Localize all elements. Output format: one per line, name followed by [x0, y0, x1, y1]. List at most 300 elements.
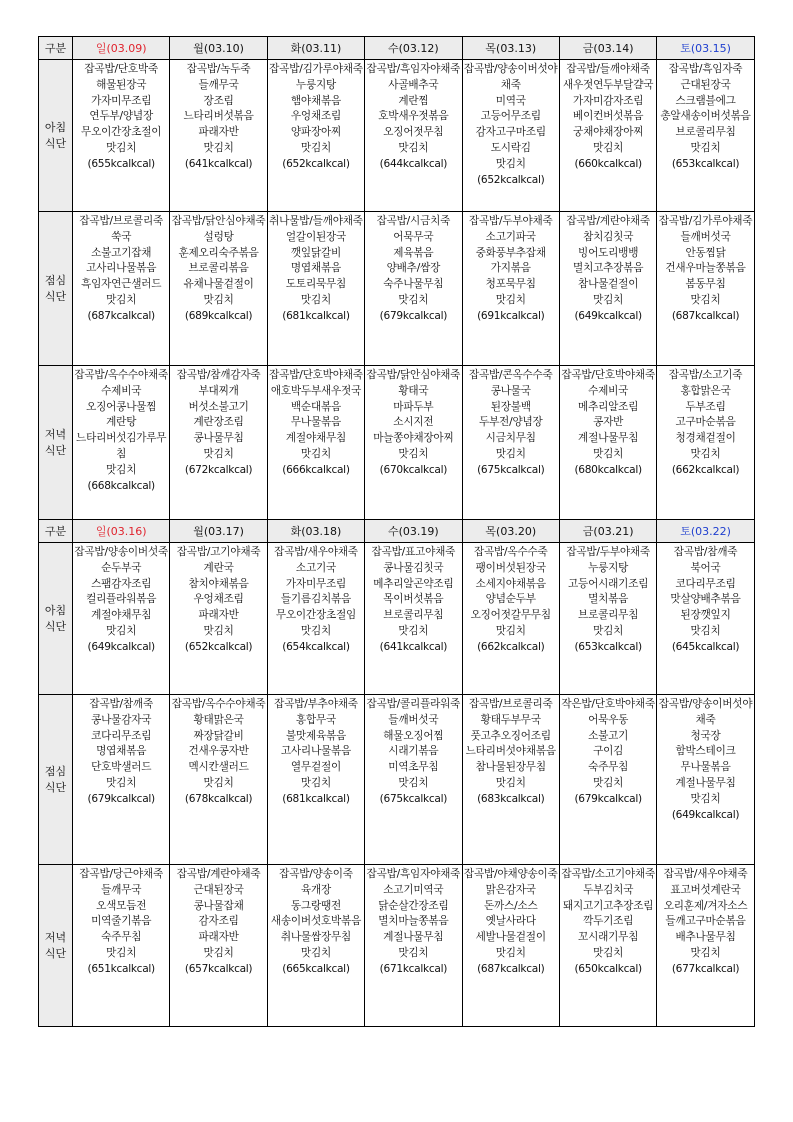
- calorie-value: (677kcalkcal): [671, 962, 740, 975]
- calorie-value: (671kcalkcal): [379, 962, 448, 975]
- menu-item: 콩자반: [593, 416, 624, 429]
- day-header: 목(03.13): [462, 37, 559, 60]
- menu-item: 짜장닭갈비: [193, 729, 244, 742]
- menu-item: 맛김치: [495, 157, 526, 170]
- lunch-row: [39, 212, 755, 366]
- menu-item: 시래기볶음: [388, 745, 439, 758]
- menu-item: 계란장조림: [193, 416, 244, 429]
- menu-item: 중화풍부추잡채: [475, 246, 546, 259]
- menu-item: 버섯소불고기: [188, 400, 249, 413]
- menu-item: 맛김치: [690, 447, 721, 460]
- meal-label-line: 식단: [44, 619, 67, 633]
- menu-item: 들깨버섯국: [680, 230, 731, 243]
- menu-item: 맛김치: [106, 141, 137, 154]
- menu-item: 맛김치: [300, 624, 332, 637]
- menu-item: 맛김치: [398, 293, 429, 306]
- menu-item: 제육볶음: [393, 246, 434, 259]
- menu-cell: [462, 543, 559, 695]
- menu-item: 닭순살간장조림: [378, 899, 449, 912]
- day-header: 수(03.19): [365, 520, 462, 543]
- menu-item: 열무겉절이: [290, 761, 342, 774]
- calorie-value: (679kcalkcal): [379, 309, 448, 322]
- menu-item: 들깨고구마순볶음: [665, 915, 746, 928]
- menu-item: 잡곡밥/닭안심야채죽: [366, 369, 461, 381]
- menu-item: 잡곡밥/양송이버섯야채죽: [463, 63, 558, 91]
- menu-item: 깍두기조림: [583, 915, 634, 928]
- menu-item: 오색모듬전: [96, 899, 147, 912]
- calorie-value: (653kcalkcal): [671, 157, 740, 170]
- menu-item: 맛김치: [495, 293, 526, 306]
- menu-item: 베이컨버섯볶음: [573, 110, 644, 123]
- menu-item: 안동찜닭: [685, 246, 726, 259]
- menu-item: 북어국: [690, 561, 721, 574]
- menu-cell: [559, 366, 656, 520]
- calorie-value: (683kcalkcal): [477, 792, 545, 805]
- menu-item: 목이버섯볶음: [383, 593, 444, 606]
- calorie-value: (649kcalkcal): [87, 640, 155, 653]
- day-header: 화(03.11): [267, 37, 364, 60]
- lunch-label: [39, 695, 73, 865]
- menu-item: 숙주무침: [588, 761, 629, 774]
- calorie-value: (665kcalkcal): [282, 962, 350, 975]
- menu-item: 무나물볶음: [290, 416, 342, 429]
- day-header: 수(03.12): [365, 37, 462, 60]
- menu-cell: [73, 543, 170, 695]
- menu-item: 옛날사라다: [485, 915, 536, 928]
- header-label: 구분: [39, 520, 73, 543]
- menu-item: 무오이간장초절임: [275, 609, 357, 622]
- menu-item: 맛김치: [398, 447, 429, 460]
- menu-item: 청경채겉절이: [675, 432, 736, 445]
- menu-item: 스팸감자조림: [91, 577, 152, 590]
- calorie-value: (672kcalkcal): [184, 463, 253, 476]
- menu-item: 가자미감자조림: [573, 94, 644, 107]
- menu-item: 맛김치: [106, 776, 137, 789]
- menu-item: 콩나물잡채: [193, 899, 244, 912]
- menu-item: 느타리버섯김가루무침: [76, 432, 167, 460]
- menu-item: 소불고기잡채: [91, 246, 152, 259]
- calorie-value: (687kcalkcal): [671, 309, 740, 322]
- menu-item: 근대된장국: [193, 883, 244, 896]
- menu-item: 맛김치: [495, 776, 526, 789]
- menu-item: 오리훈제/겨자소스: [663, 899, 748, 912]
- menu-item: 맛김치: [495, 946, 526, 959]
- menu-item: 잡곡밥/단호박야채죽: [269, 369, 363, 381]
- calorie-value: (652kcalkcal): [184, 640, 253, 653]
- menu-item: 청국장: [690, 729, 721, 742]
- day-header: 월(03.17): [170, 520, 267, 543]
- calorie-value: (679kcalkcal): [87, 792, 155, 805]
- calorie-value: (675kcalkcal): [379, 792, 448, 805]
- menu-item: 잡곡밥/닭안심야채죽: [171, 215, 266, 227]
- calorie-value: (660kcalkcal): [574, 157, 642, 170]
- menu-item: 느타리버섯야채볶음: [465, 745, 556, 758]
- menu-item: 가지볶음: [490, 262, 531, 275]
- menu-item: 꼬시래기무침: [578, 931, 639, 944]
- day-header: 토(03.22): [657, 520, 754, 543]
- calorie-value: (644kcalkcal): [379, 157, 448, 170]
- day-header: 목(03.20): [462, 520, 559, 543]
- menu-item: 우엉채조림: [290, 110, 342, 123]
- menu-item: 된장깻잎지: [680, 609, 731, 622]
- menu-item: 무나물볶음: [680, 761, 731, 774]
- meal-label-line: 식단: [44, 443, 67, 457]
- menu-item: 구이김: [593, 745, 624, 758]
- day-header: 일(03.09): [73, 37, 170, 60]
- menu-item: 맑은감자국: [485, 883, 536, 896]
- menu-item: 맛김치: [106, 946, 137, 959]
- calorie-value: (653kcalkcal): [574, 640, 642, 653]
- menu-item: 맛김치: [690, 946, 721, 959]
- menu-item: 설렁탕: [203, 230, 234, 243]
- menu-item: 맛김치: [300, 293, 332, 306]
- menu-item: 맛김치: [106, 624, 137, 637]
- menu-item: 계란국: [203, 561, 234, 574]
- menu-cell: [365, 543, 462, 695]
- menu-item: 멸치볶음: [588, 593, 629, 606]
- menu-item: 들기름김치볶음: [280, 593, 352, 606]
- header-row: [39, 37, 755, 60]
- meal-label-line: 저녁: [44, 427, 67, 441]
- day-header: 화(03.18): [267, 520, 364, 543]
- meal-label-line: 식단: [44, 780, 67, 794]
- menu-item: 고구마순볶음: [675, 416, 736, 429]
- breakfast-row: [39, 60, 755, 212]
- menu-item: 잡곡밥/흑임자야채죽: [366, 868, 461, 880]
- menu-item: 콩나물김칫국: [383, 561, 444, 574]
- menu-item: 들깨무국: [198, 78, 239, 91]
- menu-item: 잡곡밥/표고야채죽: [371, 546, 456, 558]
- menu-item: 잡곡밥/시금치죽: [376, 215, 451, 227]
- menu-item: 참치야채볶음: [188, 577, 249, 590]
- menu-item: 양배추/쌈장: [386, 262, 441, 275]
- menu-item: 흑임자연근샐러드: [81, 278, 162, 291]
- menu-item: 황태국: [398, 384, 429, 397]
- meal-label-line: 점심: [44, 273, 67, 287]
- menu-item: 스크램블에그: [675, 94, 736, 107]
- menu-item: 작은밥/단호박야채죽: [561, 698, 655, 710]
- menu-item: 총알새송이버섯볶음: [660, 110, 751, 123]
- menu-item: 맛김치: [300, 776, 332, 789]
- menu-item: 잡곡밥/고기야채죽: [176, 546, 261, 558]
- day-header: 금(03.14): [559, 37, 656, 60]
- menu-item: 새우젓연두부달걀국: [562, 78, 654, 91]
- menu-item: 잡곡밥/양송이버섯죽: [74, 546, 169, 558]
- menu-item: 육개장: [300, 883, 332, 896]
- menu-item: 맛김치: [203, 293, 234, 306]
- menu-item: 어묵무국: [393, 230, 434, 243]
- menu-item: 맛김치: [593, 447, 624, 460]
- menu-item: 잡곡밥/옥수수야채죽: [74, 369, 169, 381]
- menu-cell: [267, 212, 364, 366]
- menu-item: 맛김치: [106, 293, 137, 306]
- menu-cell: [462, 865, 559, 1027]
- menu-item: 잡곡밥/계란야채죽: [176, 868, 261, 880]
- menu-item: 참나물겉절이: [578, 278, 639, 291]
- menu-item: 파래자반: [198, 931, 239, 944]
- menu-item: 잡곡밥/흑임자죽: [668, 63, 743, 75]
- menu-item: 유채나물겉절이: [183, 278, 254, 291]
- menu-item: 가자미무조림: [285, 577, 347, 590]
- calorie-value: (681kcalkcal): [282, 309, 350, 322]
- menu-item: 들깨무국: [101, 883, 142, 896]
- menu-item: 빙어도리뱅뱅: [578, 246, 639, 259]
- calorie-value: (678kcalkcal): [184, 792, 253, 805]
- menu-item: 맛김치: [690, 792, 721, 805]
- menu-item: 동그랑땡전: [290, 899, 342, 912]
- menu-item: 소불고기: [588, 729, 629, 742]
- menu-item: 새송이버섯호박볶음: [270, 915, 362, 928]
- menu-item: 얼갈이된장국: [285, 230, 347, 243]
- menu-cell: [657, 543, 754, 695]
- menu-item: 팽이버섯된장국: [475, 561, 546, 574]
- menu-item: 오징어콩나물찜: [86, 400, 157, 413]
- menu-item: 잡곡밥/계란야채죽: [566, 215, 650, 227]
- menu-item: 계절나물무침: [383, 931, 444, 944]
- menu-item: 누룽지탕: [588, 561, 629, 574]
- menu-item: 느타리버섯볶음: [183, 110, 254, 123]
- menu-item: 브로콜리무침: [675, 126, 736, 139]
- menu-item: 맛김치: [203, 447, 234, 460]
- menu-item: 호박새우젓볶음: [378, 110, 449, 123]
- menu-cell: [267, 695, 364, 865]
- menu-item: 애호박두부새우젓국: [270, 384, 362, 397]
- menu-item: 감자고구마조림: [475, 126, 546, 139]
- week-table: [38, 36, 755, 520]
- menu-item: 맛김치: [300, 141, 332, 154]
- menu-item: 멸치고추장볶음: [573, 262, 644, 275]
- menu-cell: [267, 60, 364, 212]
- calorie-value: (645kcalkcal): [671, 640, 740, 653]
- menu-item: 불맛제육볶음: [285, 729, 347, 742]
- menu-cell: [559, 543, 656, 695]
- menu-item: 잡곡밥/흑임자야채죽: [366, 63, 461, 75]
- menu-item: 메추리알곤약조림: [373, 577, 454, 590]
- menu-item: 소시지전: [393, 416, 434, 429]
- menu-cell: [559, 695, 656, 865]
- menu-item: 훈제오리숙주볶음: [178, 246, 259, 259]
- menu-cell: [462, 212, 559, 366]
- menu-item: 양념순두부: [485, 593, 536, 606]
- menu-cell: [365, 366, 462, 520]
- menu-item: 소고기미역국: [383, 883, 444, 896]
- menu-item: 숙주무침: [101, 931, 142, 944]
- menu-item: 브로콜리무침: [383, 609, 444, 622]
- menu-item: 잡곡밥/단호박야채죽: [561, 369, 655, 381]
- menu-item: 마파두부: [393, 400, 434, 413]
- calorie-value: (657kcalkcal): [184, 962, 253, 975]
- menu-item: 계절야채무침: [285, 432, 347, 445]
- dinner-row: [39, 366, 755, 520]
- menu-item: 수제비국: [101, 384, 142, 397]
- menu-item: 맛김치: [398, 624, 429, 637]
- calorie-value: (650kcalkcal): [574, 962, 642, 975]
- menu-item: 맛김치: [593, 141, 624, 154]
- menu-cell: [559, 60, 656, 212]
- menu-item: 사골배추국: [388, 78, 439, 91]
- menu-item: 잡곡밥/들깨야채죽: [566, 63, 650, 75]
- menu-item: 잡곡밥/옥수수죽: [473, 546, 548, 558]
- menu-item: 숙주나물무침: [383, 278, 444, 291]
- menu-item: 홍합맑은국: [680, 384, 731, 397]
- meal-label-line: 식단: [44, 289, 67, 303]
- menu-item: 마늘쫑야채장아찌: [373, 432, 454, 445]
- menu-item: 배추나물무침: [675, 931, 736, 944]
- menu-item: 잡곡밥/참깨감자죽: [176, 369, 261, 381]
- menu-item: 우엉채조림: [193, 593, 244, 606]
- menu-item: 컬리플라워볶음: [86, 593, 157, 606]
- calorie-value: (681kcalkcal): [282, 792, 350, 805]
- menu-cell: [73, 212, 170, 366]
- menu-item: 참나물된장무침: [475, 761, 546, 774]
- menu-item: 건새우콩자반: [188, 745, 249, 758]
- menu-item: 세발나물겉절이: [475, 931, 546, 944]
- meal-label-line: 식단: [44, 946, 67, 960]
- menu-cell: [559, 865, 656, 1027]
- menu-item: 미역국: [495, 94, 526, 107]
- menu-item: 고등어시래기조림: [568, 577, 649, 590]
- menu-item: 궁채야채장아찌: [573, 126, 644, 139]
- menu-item: 장조림: [203, 94, 234, 107]
- menu-item: 가자미무조림: [91, 94, 152, 107]
- menu-item: 참치김칫국: [583, 230, 634, 243]
- menu-item: 풋고추오징어조림: [470, 729, 551, 742]
- calorie-value: (668kcalkcal): [87, 479, 155, 492]
- menu-item: 오징어젓무침: [383, 126, 444, 139]
- menu-item: 부대찌개: [198, 384, 239, 397]
- menu-item: 계절야채무침: [91, 609, 152, 622]
- menu-item: 무오이간장초절이: [81, 126, 162, 139]
- menu-item: 잡곡밥/새우야채죽: [663, 868, 748, 880]
- menu-item: 연두부/양념장: [89, 110, 153, 123]
- menu-item: 맛김치: [300, 946, 332, 959]
- menu-item: 근대된장국: [680, 78, 731, 91]
- menu-item: 맛김치: [203, 624, 234, 637]
- menu-item: 표고버섯계란국: [670, 883, 741, 896]
- menu-item: 멸치마늘쫑볶음: [378, 915, 449, 928]
- menu-item: 맛살양배추볶음: [670, 593, 741, 606]
- menu-item: 맛김치: [106, 463, 137, 476]
- menu-item: 잡곡밥/두부야채죽: [468, 215, 553, 227]
- menu-cell: [170, 366, 267, 520]
- menu-cell: [365, 60, 462, 212]
- menu-cell: [170, 212, 267, 366]
- day-header: 일(03.16): [73, 520, 170, 543]
- menu-item: 맛김치: [593, 293, 624, 306]
- menu-item: 맛김치: [398, 946, 429, 959]
- menu-item: 황태맑은국: [193, 713, 244, 726]
- menu-item: 해물오징어찜: [383, 729, 444, 742]
- menu-item: 잡곡밥/양송이죽: [279, 868, 353, 880]
- menu-cell: [170, 543, 267, 695]
- menu-item: 맛김치: [300, 447, 332, 460]
- menu-item: 맛김치: [203, 776, 234, 789]
- menu-cell: [657, 865, 754, 1027]
- menu-item: 깻잎닭갈비: [290, 246, 342, 259]
- menu-item: 해물된장국: [96, 78, 147, 91]
- menu-cell: [73, 865, 170, 1027]
- menu-item: 소고기국: [295, 561, 337, 574]
- menu-item: 고등어무조림: [480, 110, 541, 123]
- menu-item: 맛김치: [495, 447, 526, 460]
- meal-label-line: 아침: [44, 603, 67, 617]
- menu-item: 미역줄기볶음: [91, 915, 152, 928]
- menu-cell: [462, 60, 559, 212]
- menu-item: 잡곡밥/브로콜리죽: [468, 698, 553, 710]
- menu-item: 소고기파국: [485, 230, 536, 243]
- menu-item: 잡곡밥/새우야채죽: [274, 546, 358, 558]
- menu-item: 백순대볶음: [290, 400, 342, 413]
- menu-item: 도토리묵무침: [285, 278, 347, 291]
- menu-item: 감자조림: [198, 915, 239, 928]
- day-header: 월(03.10): [170, 37, 267, 60]
- menu-cell: [170, 865, 267, 1027]
- menu-item: 맛김치: [690, 141, 721, 154]
- menu-cell: [73, 695, 170, 865]
- menu-item: 소세지야채볶음: [475, 577, 546, 590]
- calorie-value: (654kcalkcal): [282, 640, 350, 653]
- menu-cell: [267, 865, 364, 1027]
- calorie-value: (687kcalkcal): [87, 309, 155, 322]
- calorie-value: (662kcalkcal): [477, 640, 545, 653]
- menu-item: 홍합무국: [295, 713, 337, 726]
- calorie-value: (679kcalkcal): [574, 792, 642, 805]
- menu-item: 잡곡밥/브로콜리죽: [79, 215, 164, 227]
- menu-item: 맛김치: [203, 141, 234, 154]
- menu-cell: [657, 695, 754, 865]
- calorie-value: (675kcalkcal): [477, 463, 545, 476]
- menu-item: 순두부국: [101, 561, 142, 574]
- menu-item: 잡곡밥/김가루야채죽: [269, 63, 363, 75]
- menu-item: 멕시칸샐러드: [188, 761, 249, 774]
- menu-item: 잡곡밥/부추야채죽: [274, 698, 358, 710]
- menu-item: 맛김치: [690, 624, 721, 637]
- menu-item: 잡곡밥/참깨죽: [89, 698, 153, 710]
- menu-cell: [170, 695, 267, 865]
- breakfast-row: [39, 543, 755, 695]
- menu-item: 양파장아찌: [290, 126, 342, 139]
- header-label: 구분: [39, 37, 73, 60]
- menu-item: 명엽채볶음: [96, 745, 147, 758]
- menu-cell: [73, 366, 170, 520]
- week-table: [38, 519, 755, 1027]
- menu-item: 된장불백: [490, 400, 531, 413]
- menu-item: 두부전/양념장: [478, 416, 543, 429]
- menu-item: 도시락김: [490, 141, 531, 154]
- menu-cell: [73, 60, 170, 212]
- meal-label-line: 식단: [44, 136, 67, 150]
- breakfast-label: [39, 543, 73, 695]
- menu-cell: [462, 366, 559, 520]
- lunch-label: [39, 212, 73, 366]
- menu-item: 명엽채볶음: [290, 262, 342, 275]
- menu-item: 파래자반: [198, 609, 239, 622]
- menu-item: 잡곡밥/콜리플라워죽: [366, 698, 461, 710]
- menu-item: 콩나물무침: [193, 432, 244, 445]
- menu-item: 청포묵무침: [485, 278, 536, 291]
- menu-item: 맛김치: [593, 624, 624, 637]
- day-header: 금(03.21): [559, 520, 656, 543]
- menu-item: 코다리무조림: [91, 729, 152, 742]
- calorie-value: (655kcalkcal): [87, 157, 155, 170]
- menu-item: 두부조림: [685, 400, 726, 413]
- menu-item: 시금치무침: [485, 432, 536, 445]
- menu-item: 오징어젓갈무무침: [470, 609, 551, 622]
- calorie-value: (649kcalkcal): [671, 808, 740, 821]
- menu-item: 파래자반: [198, 126, 239, 139]
- calorie-value: (680kcalkcal): [574, 463, 642, 476]
- menu-cell: [365, 212, 462, 366]
